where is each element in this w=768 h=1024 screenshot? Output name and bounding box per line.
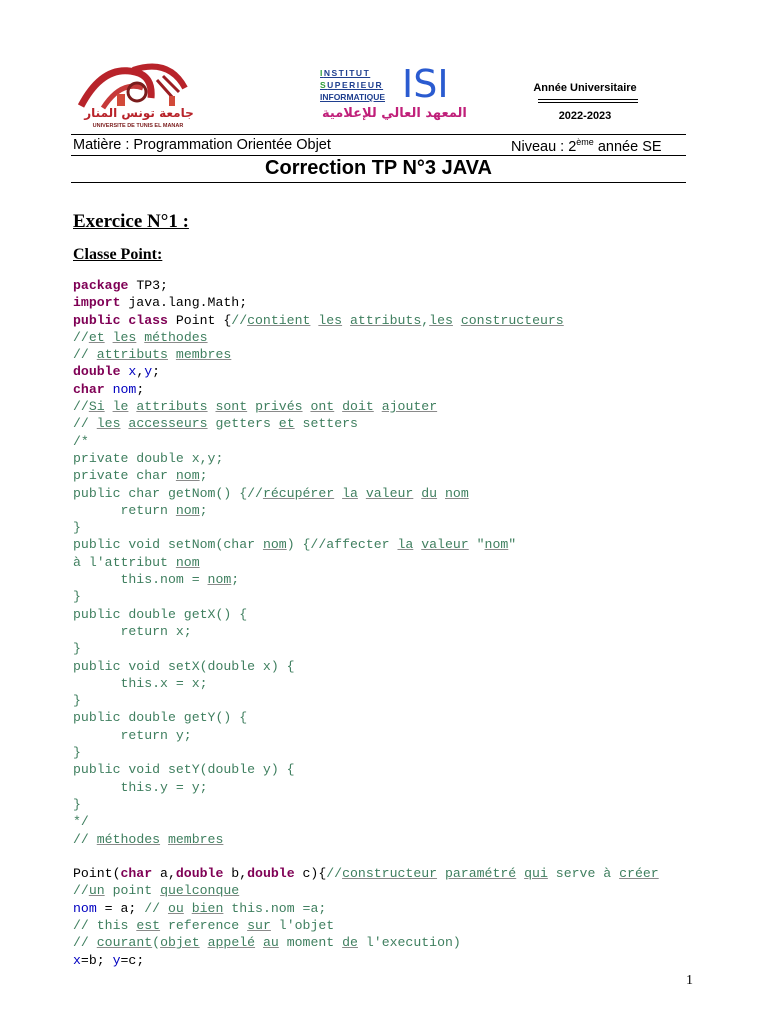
code-line — [73, 917, 659, 934]
code-line — [73, 709, 659, 726]
code-token: getters — [207, 416, 279, 432]
code-token: // — [73, 831, 97, 847]
code-line — [73, 398, 659, 415]
code-line — [73, 796, 659, 813]
code-token — [437, 866, 445, 881]
code-token: attributs — [136, 399, 208, 415]
code-token: this.x = x; — [73, 675, 208, 691]
isi-logo-line-1: INSTITUT — [320, 68, 371, 78]
code-token: =b; — [80, 952, 113, 968]
code-line — [73, 450, 659, 467]
code-token: nom — [175, 502, 200, 518]
code-token: private double x,y; — [73, 450, 224, 466]
code-token: objet — [160, 935, 200, 951]
code-token — [247, 399, 255, 414]
code-line — [73, 329, 659, 346]
code-token: du — [421, 485, 438, 501]
code-line — [73, 831, 659, 848]
code-token: reference — [160, 917, 248, 933]
code-line — [73, 571, 659, 588]
code-token: public double getX() { — [73, 606, 248, 622]
code-token: Si — [88, 399, 105, 415]
code-token — [334, 486, 342, 501]
code-line — [73, 900, 659, 917]
code-token: attributs — [96, 347, 168, 363]
code-token: ; — [231, 572, 240, 588]
class-heading: Classe Point: — [73, 246, 163, 263]
code-token — [334, 399, 342, 414]
code-token: // this — [73, 917, 137, 933]
code-token — [374, 399, 382, 414]
header-rule — [71, 134, 686, 135]
code-token: appelé — [207, 935, 256, 951]
code-token: nom — [445, 485, 469, 501]
code-token: moment — [278, 935, 343, 951]
code-token: // — [73, 399, 89, 415]
university-logo-icon — [73, 58, 203, 134]
code-token: private char — [73, 468, 176, 484]
code-token: return x; — [73, 623, 192, 639]
code-token: b, — [223, 866, 248, 882]
code-token: // — [326, 866, 343, 882]
code-line — [73, 519, 659, 536]
code-token: =c; — [120, 952, 145, 968]
code-line — [73, 502, 659, 519]
year-divider — [538, 102, 638, 103]
code-token: ajouter — [381, 399, 438, 415]
code-line — [73, 485, 659, 502]
code-token: membres — [167, 831, 224, 847]
code-token: point — [104, 883, 161, 899]
code-token: this.y = y; — [73, 779, 208, 795]
code-token — [516, 866, 524, 881]
code-token: quelconque — [160, 883, 240, 899]
code-token: ( — [152, 935, 161, 951]
code-token: x — [128, 364, 137, 380]
isi-logo-acronym: ISI — [402, 62, 449, 106]
code-token — [168, 347, 176, 362]
code-token: nom — [262, 537, 287, 553]
code-token: double — [175, 866, 224, 882]
code-token: et — [278, 416, 295, 432]
code-token: y — [144, 364, 153, 380]
code-token: char — [120, 866, 153, 882]
code-token: attributs — [350, 312, 422, 328]
code-token: créer — [619, 866, 659, 882]
code-token: public char getNom() {// — [73, 485, 263, 501]
isi-logo-arabic: المعهد العالي للإعلامية — [322, 106, 467, 121]
code-token — [105, 399, 113, 414]
code-token: Point( — [73, 866, 121, 882]
code-token: public void setNom(char — [73, 537, 263, 553]
level-label: Niveau : 2ème année SE — [511, 137, 662, 155]
code-token — [437, 486, 445, 501]
code-token: les — [318, 312, 343, 328]
code-token: ou — [167, 900, 184, 916]
code-token: return — [73, 502, 176, 518]
code-token: } — [73, 520, 81, 536]
code-token: le — [112, 399, 129, 415]
code-line — [73, 415, 659, 432]
code-line — [73, 381, 659, 398]
code-token — [255, 935, 263, 950]
code-token: Point { — [167, 312, 232, 328]
code-token — [342, 313, 350, 328]
code-line — [73, 606, 659, 623]
code-line — [73, 934, 659, 951]
code-token: ont — [310, 399, 335, 415]
header-rule — [71, 155, 686, 156]
code-line — [73, 744, 659, 761]
isi-logo-line-3: INFORMATIQUE — [320, 92, 386, 102]
code-token: nom — [175, 468, 200, 484]
code-token — [160, 832, 168, 847]
code-token: nom — [73, 900, 97, 916]
code-token: // — [73, 416, 97, 432]
code-token: this.nom =a; — [223, 900, 327, 916]
code-line — [73, 433, 659, 450]
code-token: qui — [524, 866, 548, 882]
code-token: valeur — [365, 485, 414, 501]
code-token: nom — [112, 381, 137, 397]
code-line — [73, 536, 659, 553]
code-token: this.nom = — [73, 572, 208, 588]
code-line — [73, 813, 659, 830]
code-token: // — [73, 347, 97, 363]
code-token: nom — [175, 554, 200, 570]
code-token: } — [73, 693, 81, 709]
code-token: courant — [96, 935, 153, 951]
code-token: ; — [152, 364, 161, 380]
code-token: paramétré — [444, 866, 517, 882]
code-token: privés — [255, 399, 303, 415]
code-token: , — [136, 364, 145, 380]
code-token: char — [73, 381, 105, 397]
code-token — [105, 382, 113, 397]
code-token: serve à — [547, 866, 620, 882]
code-line — [73, 640, 659, 657]
code-token: c){ — [294, 866, 327, 882]
code-token: // — [231, 312, 248, 328]
code-line — [73, 277, 659, 294]
code-line — [73, 761, 659, 778]
code-token — [184, 901, 192, 916]
code-token: constructeurs — [460, 312, 564, 328]
code-token: méthodes — [144, 329, 208, 345]
code-token: // — [73, 329, 89, 345]
code-token: } — [73, 641, 81, 657]
university-logo-caption: UNIVERSITE DE TUNIS EL MANAR — [92, 123, 184, 129]
code-token: ; — [136, 381, 145, 397]
code-line — [73, 554, 659, 571]
academic-year-label: Année Universitaire — [533, 82, 637, 94]
code-token: sur — [247, 917, 271, 933]
code-token: les — [96, 416, 121, 432]
code-line — [73, 952, 659, 969]
code-token: nom — [484, 537, 509, 553]
exercise-heading: Exercice N°1 : — [73, 211, 189, 232]
code-token: public class — [73, 312, 168, 328]
code-token: récupérer — [262, 485, 335, 501]
header-rule — [71, 182, 686, 183]
code-line — [73, 675, 659, 692]
code-token: package — [73, 278, 129, 293]
code-line — [73, 865, 659, 882]
code-token: doit — [342, 399, 374, 415]
code-block — [73, 277, 659, 969]
code-line — [73, 623, 659, 640]
code-token: la — [342, 485, 358, 501]
code-token: " — [508, 537, 517, 553]
code-token: , — [421, 312, 430, 328]
code-token — [200, 935, 208, 950]
code-line — [73, 658, 659, 675]
code-token: accesseurs — [128, 416, 208, 432]
isi-logo-line-2: SUPERIEUR — [320, 80, 384, 90]
code-line — [73, 882, 659, 899]
code-line — [73, 848, 659, 865]
university-logo-arabic: جامعة تونس المنار — [84, 106, 194, 120]
academic-year-value: 2022-2023 — [558, 110, 612, 122]
code-line — [73, 727, 659, 744]
code-line — [73, 346, 659, 363]
code-token: public void setX(double x) { — [73, 658, 295, 674]
code-token: */ — [73, 814, 89, 830]
code-line — [73, 312, 659, 329]
isi-logo — [320, 62, 470, 126]
code-token: l'objet — [270, 917, 335, 933]
code-line — [73, 588, 659, 605]
code-token: x — [73, 952, 81, 968]
code-token: l'execution) — [357, 935, 461, 951]
code-token: y — [112, 952, 121, 968]
code-line — [73, 363, 659, 380]
year-divider — [538, 99, 638, 100]
code-token — [358, 486, 366, 501]
document-title: Correction TP N°3 JAVA — [265, 157, 492, 179]
code-line — [73, 779, 659, 796]
code-token: double — [247, 866, 295, 882]
code-token — [453, 313, 461, 328]
code-token: // — [73, 935, 97, 951]
code-token: la — [397, 537, 414, 553]
code-token: } — [73, 745, 81, 761]
code-token: un — [88, 883, 105, 899]
code-token: méthodes — [96, 831, 161, 847]
code-token: // — [73, 883, 89, 899]
code-token — [105, 330, 113, 345]
code-token: et — [88, 329, 105, 345]
subject-label: Matière : Programmation Orientée Objet — [73, 137, 331, 153]
code-token: java.lang.Math; — [120, 295, 248, 311]
code-token: } — [73, 796, 81, 812]
code-token: /* — [73, 433, 89, 449]
code-line — [73, 467, 659, 484]
code-token: a, — [152, 866, 176, 882]
code-token: = a; — [96, 900, 145, 916]
code-token: constructeur — [342, 866, 438, 882]
code-token: à l'attribut — [73, 554, 176, 570]
code-token: bien — [191, 900, 224, 916]
code-token: ) {//affecter — [286, 537, 398, 553]
code-token: ; — [199, 468, 208, 484]
code-token: return y; — [73, 727, 192, 743]
code-token: les — [112, 329, 137, 345]
code-token: double — [73, 364, 121, 380]
code-token: valeur — [421, 537, 469, 553]
code-token: public double getY() { — [73, 710, 248, 726]
code-token: sont — [215, 399, 248, 415]
code-token: les — [429, 312, 453, 328]
code-token: // — [144, 900, 168, 916]
page-number: 1 — [686, 973, 693, 988]
code-token: TP3; — [128, 278, 168, 293]
code-token: contient — [247, 312, 311, 328]
code-token: membres — [175, 347, 232, 363]
code-token: import — [73, 295, 121, 311]
code-line — [73, 294, 659, 311]
code-line — [73, 692, 659, 709]
code-token: nom — [207, 572, 232, 588]
code-token: } — [73, 589, 81, 605]
code-token: de — [342, 935, 358, 951]
code-token: setters — [294, 416, 358, 432]
code-token: ; — [199, 502, 208, 518]
code-token: est — [136, 917, 161, 933]
code-token: public void setY(double y) { — [73, 762, 295, 778]
code-token: au — [262, 935, 279, 951]
code-token: " — [468, 537, 485, 553]
